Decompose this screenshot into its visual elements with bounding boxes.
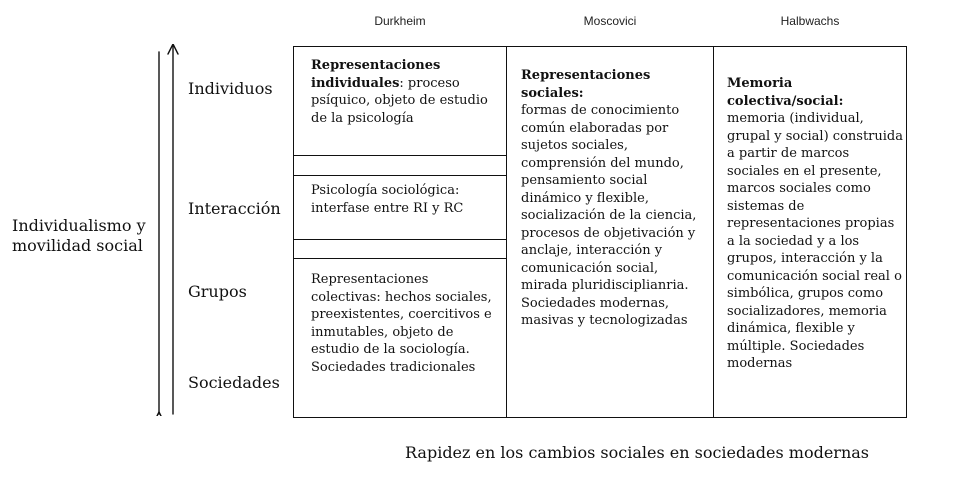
- cell-text: memoria (individual, grupal y social) construida a partir de marcos sociales en el presente, marcos sociales como sistemas de representaciones propias a la sociedad y a los grupos, interacción y la comunicación social real o simbólica, grupos como socializadores, memoria dinámica, flexible y múltiple. Sociedades modernas: [727, 111, 903, 371]
- column-divider: [713, 46, 714, 418]
- column-header-moscovici: Moscovici: [583, 14, 637, 28]
- cell-text: formas de conocimiento común elaboradas por sujetos sociales, comprensión del mundo, pensamiento social dinámico y flexible, socialización de la ciencia, procesos de objetivación y anclaje, interacción y comunicación social, mirada pluridisciplianria. Sociedades modernas, masivas y tecnologizadas: [521, 103, 697, 328]
- cell-text: : proceso psíquico, objeto de estudio de la psicología: [311, 75, 488, 126]
- cell-text: Psicología sociológica: interfase entre RI y RC: [311, 183, 464, 216]
- footer-caption: Rapidez en los cambios sociales en sociedades modernas: [405, 443, 870, 462]
- column-header-durkheim: Durkheim: [374, 14, 426, 28]
- row-divider: [293, 258, 506, 259]
- row-label-sociedades: Sociedades: [188, 373, 280, 392]
- cell-representaciones-sociales: [521, 67, 706, 330]
- column-header-halbwachs: Halbwachs: [780, 14, 840, 28]
- cell-text: Representaciones colectivas: hechos sociales, preexistentes, coercitivos e inmutables, objeto de estudio de la sociología. Sociedades tradicionales: [311, 272, 492, 375]
- cell-representaciones-colectivas: [311, 271, 501, 376]
- row-divider: [293, 175, 506, 176]
- row-divider: [293, 239, 506, 240]
- row-label-interaccion: Interacción: [188, 199, 281, 218]
- row-label-individuos: Individuos: [188, 79, 273, 98]
- cell-psicologia-sociologica: [311, 182, 501, 217]
- row-divider: [293, 155, 506, 156]
- cell-title: Representaciones individuales: [311, 58, 441, 91]
- column-divider: [506, 46, 507, 418]
- cell-title: Representaciones sociales:: [521, 68, 651, 101]
- cell-title: Memoria colectiva/social:: [727, 76, 844, 109]
- cell-memoria-colectiva-social: [727, 75, 905, 373]
- cell-representaciones-individuales: [311, 57, 501, 127]
- double-headed-vertical-arrow: [150, 44, 190, 416]
- side-title: Individualismo y movilidad social: [12, 216, 146, 255]
- row-label-grupos: Grupos: [188, 282, 247, 301]
